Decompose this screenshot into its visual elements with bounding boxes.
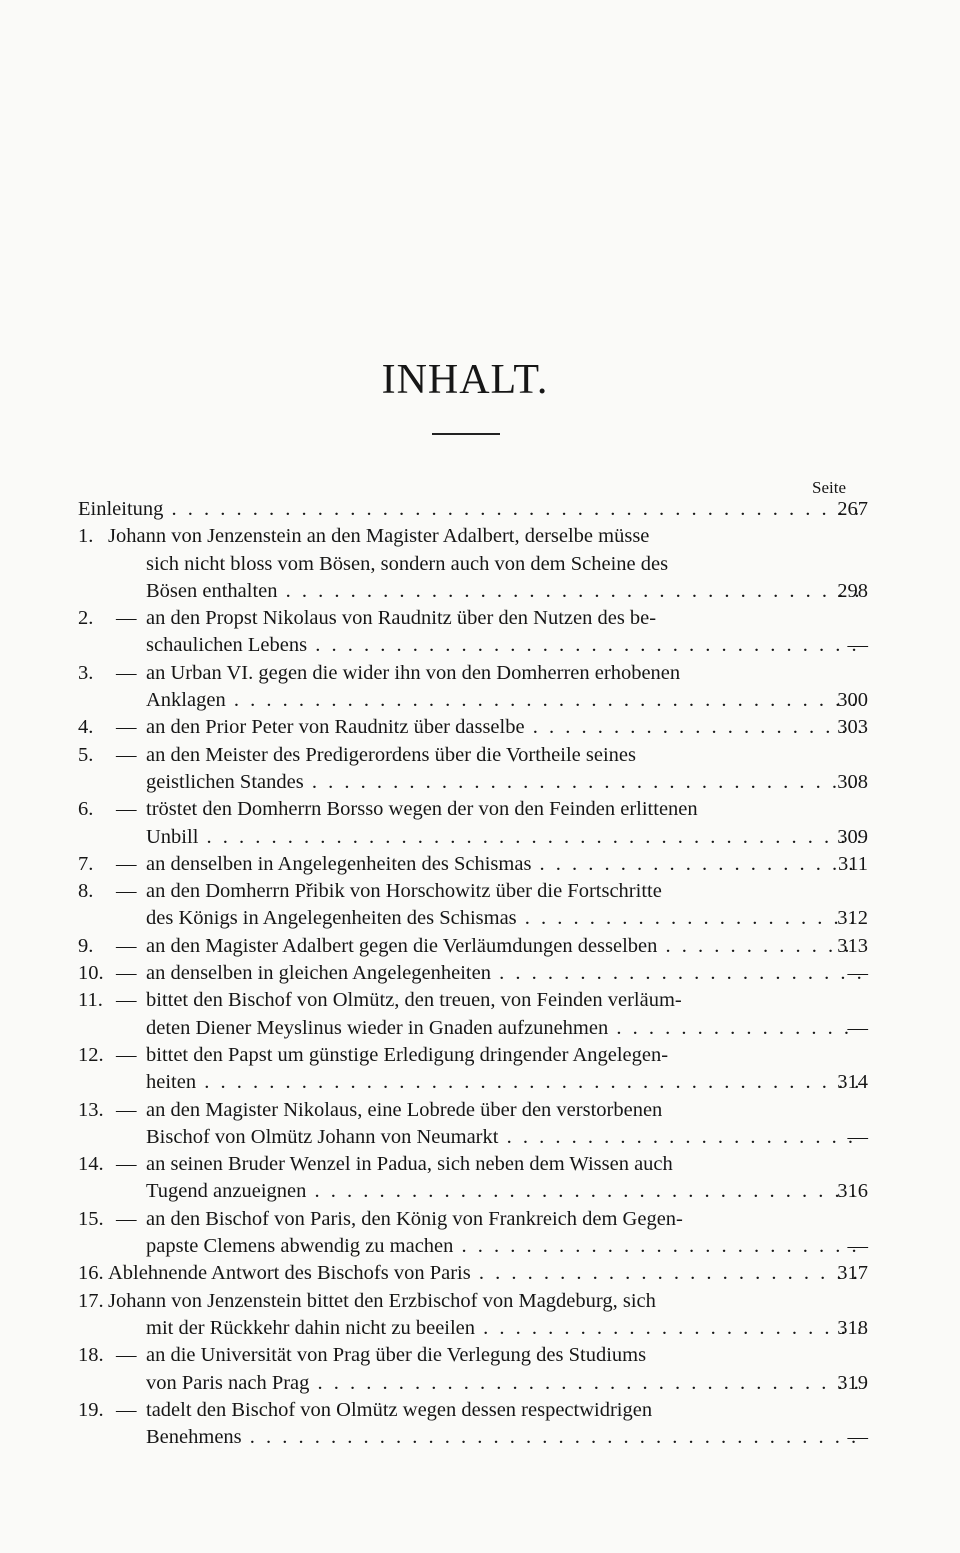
toc-line bbox=[78, 1233, 868, 1260]
toc-line bbox=[78, 1206, 868, 1233]
toc-entry bbox=[78, 878, 868, 933]
page-number: 309 bbox=[837, 825, 868, 848]
toc-entry bbox=[78, 987, 868, 1042]
ditto-dash: — bbox=[116, 1344, 137, 1367]
page-number: 317 bbox=[837, 1262, 868, 1285]
entry-number: 8. bbox=[78, 880, 94, 903]
page-number: 267 bbox=[837, 498, 868, 520]
page-number: 318 bbox=[837, 1316, 868, 1339]
entry-text: an den Bischof von Paris, den König von Frankreich dem Gegen- bbox=[146, 1207, 683, 1230]
entry-number: 7. bbox=[78, 852, 94, 875]
ditto-dash: — bbox=[116, 716, 137, 739]
toc-line bbox=[78, 660, 868, 687]
toc-entry bbox=[78, 933, 868, 960]
toc-line bbox=[78, 742, 868, 769]
entry-number: 5. bbox=[78, 743, 94, 766]
entry-number: 9. bbox=[78, 934, 94, 957]
toc-line bbox=[78, 687, 868, 714]
toc-line bbox=[78, 1178, 868, 1205]
ditto-dash: — bbox=[116, 1207, 137, 1230]
entry-text: Tugend anzueignen . . . bbox=[146, 1178, 861, 1205]
toc-line bbox=[78, 1342, 868, 1369]
entry-text: Anklagen . . . bbox=[146, 687, 861, 714]
page-number: 298 bbox=[837, 579, 868, 602]
entry-text: papste Clemens abwendig zu machen . . . bbox=[146, 1233, 861, 1260]
toc-line bbox=[78, 1260, 868, 1287]
toc-entry bbox=[78, 1151, 868, 1206]
toc-entry bbox=[78, 1397, 868, 1452]
ditto-dash: — bbox=[116, 989, 137, 1012]
toc-line bbox=[78, 1370, 868, 1397]
ditto-dash: — bbox=[116, 607, 137, 630]
entry-text: an den Propst Nikolaus von Raudnitz über den Nutzen des be- bbox=[146, 607, 657, 630]
page-number: 316 bbox=[837, 1180, 868, 1203]
entry-number: 17. bbox=[78, 1289, 104, 1312]
entry-text: Bösen enthalten . . . bbox=[146, 578, 861, 605]
toc-entry bbox=[78, 1042, 868, 1097]
toc-line bbox=[78, 1397, 868, 1424]
toc-line bbox=[78, 605, 868, 632]
toc-line bbox=[78, 796, 868, 823]
toc-line bbox=[78, 960, 868, 987]
toc-entry bbox=[78, 960, 868, 987]
toc-line bbox=[78, 496, 868, 523]
entry-number: 14. bbox=[78, 1153, 104, 1176]
toc-entry bbox=[78, 851, 868, 878]
toc-line bbox=[78, 824, 868, 851]
page-number: 308 bbox=[837, 770, 868, 793]
toc-entry bbox=[78, 742, 868, 797]
entry-number: 12. bbox=[78, 1043, 104, 1066]
toc-entry bbox=[78, 1097, 868, 1152]
entry-text: schaulichen Lebens . . . bbox=[146, 632, 861, 659]
toc-line bbox=[78, 523, 868, 550]
toc-line bbox=[78, 1288, 868, 1315]
ditto-dash: — bbox=[116, 1398, 137, 1421]
page-number: 319 bbox=[837, 1371, 868, 1394]
entry-text: an seinen Bruder Wenzel in Padua, sich neben dem Wissen auch bbox=[146, 1153, 673, 1176]
entry-number: 1. bbox=[78, 525, 94, 548]
entry-text: tröstet den Domherrn Borsso wegen der von den Feinden erlittenen bbox=[146, 798, 698, 821]
ditto-dash: — bbox=[116, 1043, 137, 1066]
toc-entry bbox=[78, 1342, 868, 1397]
entry-number: 16. bbox=[78, 1262, 104, 1285]
entry-number: 13. bbox=[78, 1098, 104, 1121]
entry-text: Einleitung . . . bbox=[78, 496, 861, 523]
entry-text: an den Meister des Predigerordens über die Vortheile seines bbox=[146, 743, 636, 766]
ditto-dash: — bbox=[116, 743, 137, 766]
entry-number: 11. bbox=[78, 989, 103, 1012]
entry-text: deten Diener Meyslinus wieder in Gnaden aufzunehmen . . . bbox=[146, 1015, 861, 1042]
toc-line bbox=[78, 769, 868, 796]
page-number: — bbox=[847, 1426, 868, 1449]
entry-text: an denselben in Angelegenheiten des Schismas . . . bbox=[146, 851, 861, 878]
title-rule bbox=[432, 433, 500, 435]
entry-number: 6. bbox=[78, 798, 94, 821]
page-number: 313 bbox=[837, 934, 868, 957]
toc-entry bbox=[78, 523, 868, 605]
page-number: 300 bbox=[837, 689, 868, 712]
entry-text: tadelt den Bischof von Olmütz wegen dessen respectwidrigen bbox=[146, 1398, 653, 1421]
toc-line bbox=[78, 933, 868, 960]
entry-text: bittet den Bischof von Olmütz, den treuen, von Feinden verläum- bbox=[146, 989, 682, 1012]
toc-line bbox=[78, 1069, 868, 1096]
toc-line bbox=[78, 632, 868, 659]
page-number: — bbox=[847, 1125, 868, 1148]
toc-entry bbox=[78, 660, 868, 715]
entry-text: Bischof von Olmütz Johann von Neumarkt . . . bbox=[146, 1124, 861, 1151]
entry-number: 2. bbox=[78, 607, 94, 630]
page-number: 314 bbox=[837, 1071, 868, 1094]
toc-line bbox=[78, 1315, 868, 1342]
toc-entry bbox=[78, 1260, 868, 1287]
ditto-dash: — bbox=[116, 1098, 137, 1121]
entry-number: 10. bbox=[78, 962, 104, 985]
entry-text: des Königs in Angelegenheiten des Schismas . . . bbox=[146, 905, 861, 932]
toc-line bbox=[78, 878, 868, 905]
entry-text: Unbill . . . bbox=[146, 824, 861, 851]
ditto-dash: — bbox=[116, 661, 137, 684]
page-number: — bbox=[847, 1016, 868, 1039]
entry-number: 18. bbox=[78, 1344, 104, 1367]
toc-entry bbox=[78, 1288, 868, 1343]
entry-text: an die Universität von Prag über die Verlegung des Studiums bbox=[146, 1344, 647, 1367]
toc-line bbox=[78, 1042, 868, 1069]
entry-text: an den Magister Adalbert gegen die Verläumdungen desselben . . . bbox=[146, 933, 861, 960]
entry-text: Johann von Jenzenstein bittet den Erzbischof von Magdeburg, sich bbox=[108, 1289, 656, 1312]
toc-line bbox=[78, 551, 868, 578]
entry-text: an den Magister Nikolaus, eine Lobrede über den verstorbenen bbox=[146, 1098, 663, 1121]
entry-text: bittet den Papst um günstige Erledigung dringender Angelegen- bbox=[146, 1043, 669, 1066]
toc-entry bbox=[78, 605, 868, 660]
page-number: — bbox=[847, 634, 868, 657]
toc-entry bbox=[78, 796, 868, 851]
entry-text: von Paris nach Prag . . . bbox=[146, 1370, 861, 1397]
ditto-dash: — bbox=[116, 962, 137, 985]
ditto-dash: — bbox=[116, 880, 137, 903]
toc-line bbox=[78, 987, 868, 1014]
ditto-dash: — bbox=[116, 934, 137, 957]
entry-number: 3. bbox=[78, 661, 94, 684]
page-number: 303 bbox=[837, 716, 868, 739]
entry-text: an den Prior Peter von Raudnitz über dasselbe . . . bbox=[146, 714, 861, 741]
toc-line bbox=[78, 851, 868, 878]
entry-text: geistlichen Standes . . . bbox=[146, 769, 861, 796]
entry-text: Benehmens . . . bbox=[146, 1424, 861, 1451]
entry-text: sich nicht bloss vom Bösen, sondern auch von dem Scheine des bbox=[146, 552, 669, 575]
toc-line bbox=[78, 1124, 868, 1151]
toc-line bbox=[78, 1151, 868, 1178]
entry-text: an Urban VI. gegen die wider ihn von den Domherren erhobenen bbox=[146, 661, 681, 684]
entry-text: mit der Rückkehr dahin nicht zu beeilen . . . bbox=[146, 1315, 861, 1342]
entry-text: Ablehnende Antwort des Bischofs von Paris . . . bbox=[108, 1260, 861, 1287]
page-title: INHALT. bbox=[381, 357, 549, 403]
toc-line bbox=[78, 578, 868, 605]
ditto-dash: — bbox=[116, 1153, 137, 1176]
toc-line bbox=[78, 714, 868, 741]
toc-line bbox=[78, 1424, 868, 1451]
toc-entry bbox=[78, 496, 868, 523]
toc-line bbox=[78, 905, 868, 932]
entry-number: 4. bbox=[78, 716, 94, 739]
page-number: 311 bbox=[838, 852, 868, 875]
entry-text: Johann von Jenzenstein an den Magister Adalbert, derselbe müsse bbox=[108, 525, 650, 548]
entry-number: 19. bbox=[78, 1398, 104, 1421]
toc-entry bbox=[78, 1206, 868, 1261]
toc-line bbox=[78, 1015, 868, 1042]
page-number: 312 bbox=[837, 907, 868, 930]
entry-text: heiten . . . bbox=[146, 1069, 861, 1096]
ditto-dash: — bbox=[116, 852, 137, 875]
page-number: — bbox=[847, 1235, 868, 1258]
page-column-header: Seite bbox=[812, 478, 846, 497]
toc-line bbox=[78, 1097, 868, 1124]
ditto-dash: — bbox=[116, 798, 137, 821]
entry-text: an den Domherrn Přibik von Horschowitz über die Fortschritte bbox=[146, 880, 662, 903]
entry-number: 15. bbox=[78, 1207, 104, 1230]
table-of-contents bbox=[78, 496, 868, 1451]
page-number: — bbox=[847, 962, 868, 985]
toc-entry bbox=[78, 714, 868, 741]
entry-text: an denselben in gleichen Angelegenheiten . . . bbox=[146, 960, 861, 987]
